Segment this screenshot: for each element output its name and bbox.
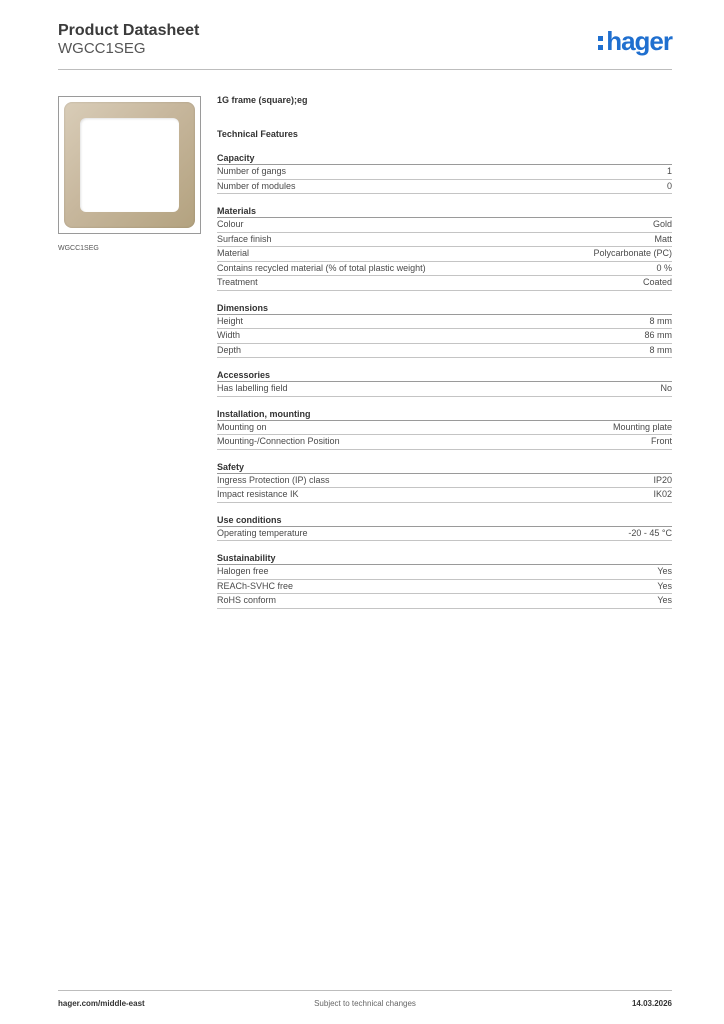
feature-sections: [217, 153, 672, 609]
feature-label: Surface finish: [217, 233, 272, 244]
feature-label: Treatment: [217, 277, 258, 287]
product-frame-image: [64, 102, 195, 228]
feature-label: Height: [217, 315, 244, 326]
feature-value: Yes: [657, 566, 672, 576]
feature-label: Number of modules: [217, 180, 296, 191]
feature-section: [217, 462, 672, 503]
feature-label: Width: [217, 330, 241, 340]
feature-row: [217, 276, 672, 291]
feature-label: Mounting-/Connection Position: [217, 436, 340, 446]
feature-row: [217, 233, 672, 248]
hager-logo: [598, 26, 672, 56]
feature-row: [217, 247, 672, 262]
feature-section: [217, 409, 672, 450]
technical-features-title: Technical Features: [217, 129, 298, 139]
feature-row: [217, 165, 672, 180]
page-header: [58, 22, 672, 70]
feature-value: Polycarbonate (PC): [593, 248, 672, 258]
feature-value: 0: [666, 180, 672, 191]
feature-value: 86 mm: [644, 330, 672, 340]
feature-section: [217, 206, 672, 291]
feature-value: Front: [650, 436, 672, 446]
feature-label: Halogen free: [217, 566, 269, 576]
feature-section: [217, 553, 672, 609]
features-content: [217, 95, 672, 609]
section-title: Use conditions: [217, 515, 672, 527]
feature-row: [217, 329, 672, 344]
feature-value: Gold: [652, 219, 672, 229]
feature-value: Matt: [654, 233, 672, 244]
section-title: Installation, mounting: [217, 409, 672, 421]
feature-row: [217, 382, 672, 397]
feature-row: [217, 344, 672, 359]
feature-value: No: [660, 383, 672, 393]
feature-row: [217, 180, 672, 195]
feature-label: RoHS conform: [217, 595, 277, 605]
feature-row: [217, 565, 672, 580]
section-title: Dimensions: [217, 303, 672, 315]
feature-value: 0 %: [656, 262, 672, 273]
section-title: Materials: [217, 206, 672, 218]
feature-row: [217, 262, 672, 277]
feature-value: -20 - 45 °C: [628, 527, 672, 538]
feature-label: Has labelling field: [217, 383, 288, 393]
logo-text: hager: [606, 26, 672, 56]
feature-section: [217, 303, 672, 359]
section-title: Accessories: [217, 370, 672, 382]
frame-opening: [80, 118, 179, 212]
feature-label: Operating temperature: [217, 527, 308, 538]
feature-value: Coated: [642, 277, 672, 287]
feature-value: 1: [666, 166, 672, 176]
feature-value: IP20: [653, 474, 672, 485]
feature-row: [217, 315, 672, 330]
feature-row: [217, 580, 672, 595]
feature-value: Yes: [657, 580, 672, 591]
feature-row: [217, 421, 672, 436]
feature-label: Mounting on: [217, 421, 267, 432]
product-image-caption: WGCC1SEG: [58, 245, 99, 252]
product-code: WGCC1SEG: [58, 40, 146, 57]
feature-section: [217, 515, 672, 542]
section-title: Capacity: [217, 153, 672, 165]
feature-label: REACh-SVHC free: [217, 580, 294, 591]
page-title: Product Datasheet: [58, 22, 200, 39]
footer-date: 14.03.2026: [631, 999, 672, 1008]
page-footer: [58, 990, 672, 1010]
feature-row: [217, 474, 672, 489]
feature-value: Mounting plate: [612, 421, 672, 432]
feature-label: Material: [217, 248, 250, 258]
feature-label: Depth: [217, 344, 242, 355]
feature-row: [217, 435, 672, 450]
feature-row: [217, 218, 672, 233]
feature-section: [217, 153, 672, 194]
product-name: 1G frame (square);eg: [217, 95, 308, 105]
feature-section: [217, 370, 672, 397]
footer-notice: Subject to technical changes: [314, 999, 416, 1008]
feature-value: 8 mm: [649, 344, 672, 355]
feature-value: Yes: [657, 595, 672, 605]
feature-value: IK02: [653, 489, 672, 499]
feature-label: Number of gangs: [217, 166, 287, 176]
feature-label: Impact resistance IK: [217, 489, 299, 499]
feature-row: [217, 527, 672, 542]
feature-label: Ingress Protection (IP) class: [217, 474, 330, 485]
footer-website: hager.com/middle-east: [58, 999, 145, 1008]
logo-dots-icon: [598, 32, 604, 52]
section-title: Safety: [217, 462, 672, 474]
feature-label: Contains recycled material (% of total plastic weight): [217, 262, 426, 273]
product-image-box: [58, 96, 201, 234]
feature-row: [217, 594, 672, 609]
section-title: Sustainability: [217, 553, 672, 565]
feature-value: 8 mm: [649, 315, 672, 326]
feature-row: [217, 488, 672, 503]
feature-label: Colour: [217, 219, 244, 229]
